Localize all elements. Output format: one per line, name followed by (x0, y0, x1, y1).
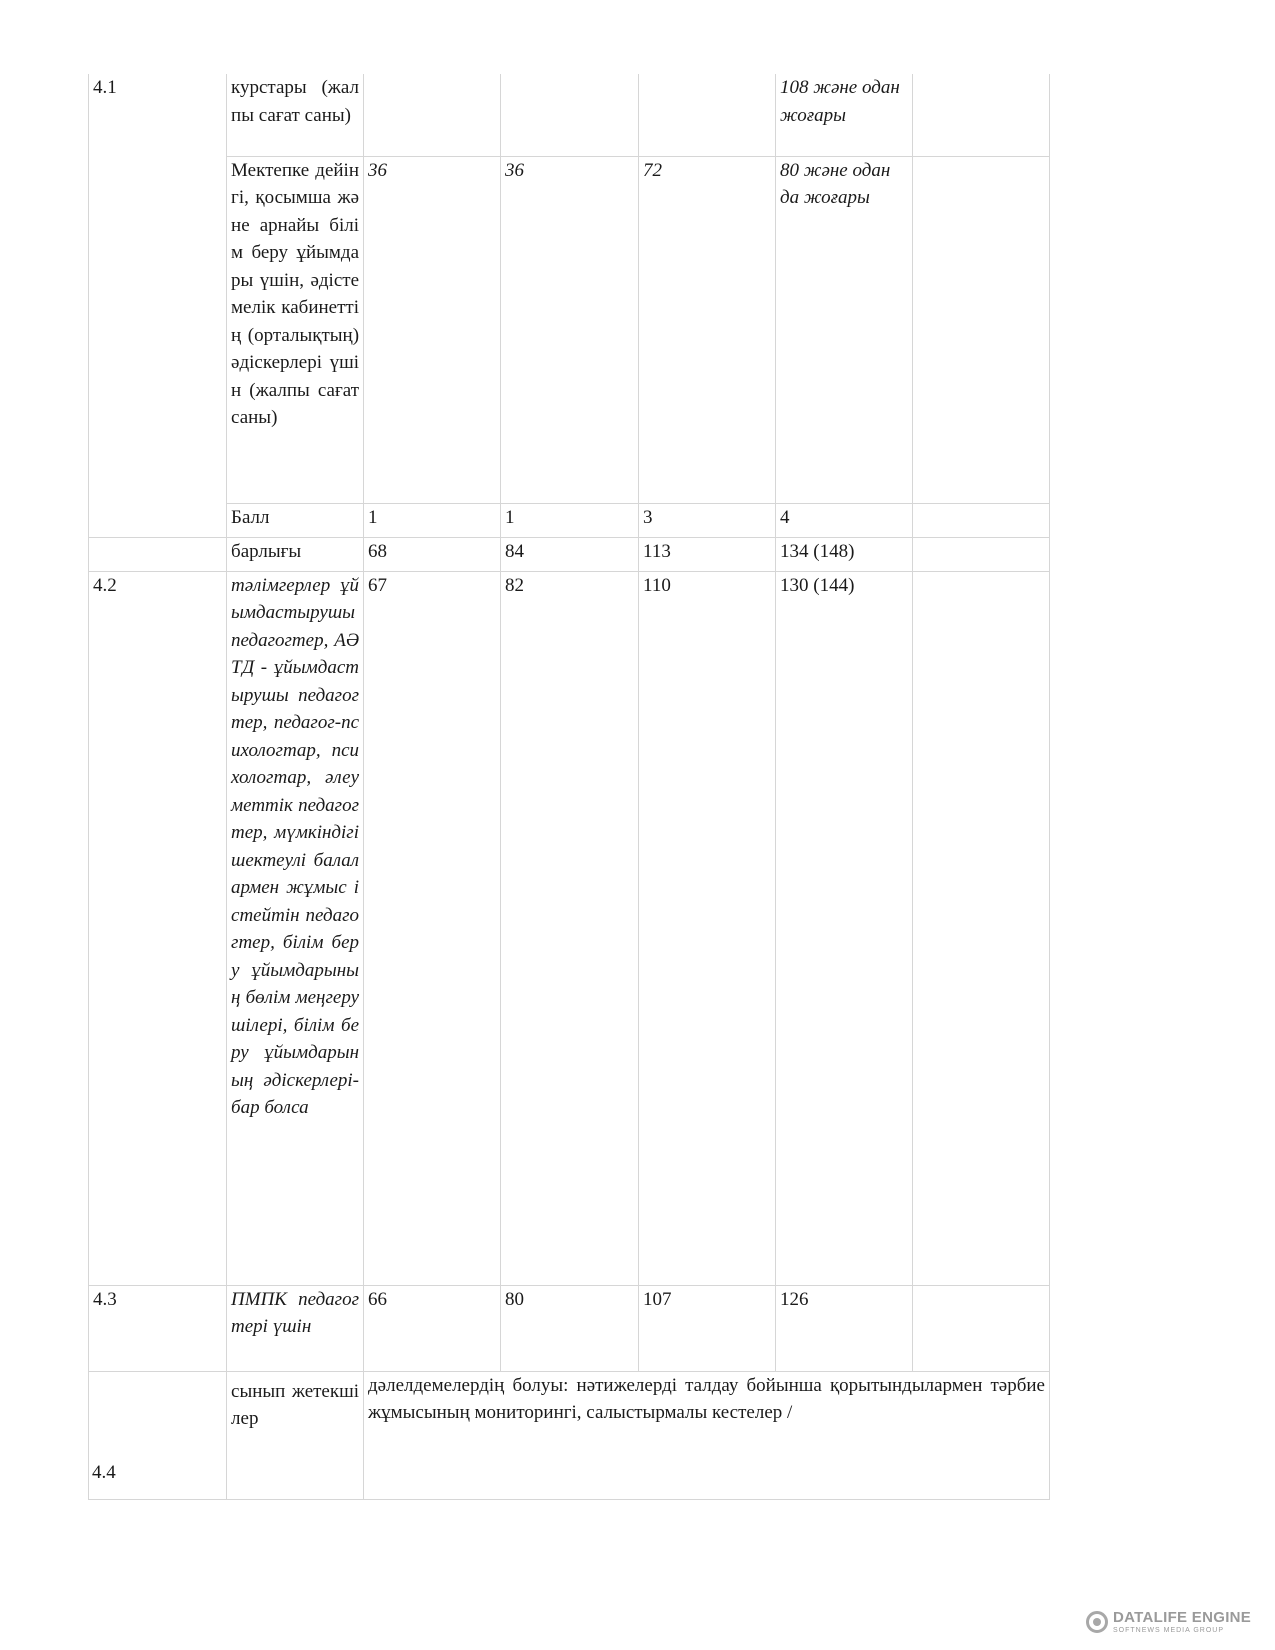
watermark-subtitle: SOFTNEWS MEDIA GROUP (1113, 1627, 1225, 1634)
row-number-4-1: 4.1 (89, 74, 227, 537)
table-row (89, 156, 1050, 503)
cell: 36 (501, 156, 639, 503)
cell: 80 және одан да жоғары (776, 156, 913, 503)
datalife-engine-watermark (1086, 1610, 1251, 1634)
cell: 84 (501, 537, 639, 571)
cell: 72 (639, 156, 776, 503)
cell: 67 (364, 571, 501, 1285)
row-label-mentors: тәлімгерлер ұйымдастырушы педагогтер, АӘТД - ұйымдастырушы педагогтер, педагог-психологтар, психологтар, әлеуметтік педагогтер, мүмкіндігі шектеулі балалармен жұмыс істейтін педагогтер, білім беру ұйымдарының бөлім меңгерушілері, білім беру ұйымдарының әдіскерлері-бар болса (227, 571, 364, 1285)
evidence-text: дәлелдемелердің болуы: нәтижелерді талдау бойынша қорытындылармен тәрбие жұмысының мониторингі, салыстырмалы кестелер / (364, 1371, 1050, 1499)
eye-logo-icon (1086, 1611, 1108, 1633)
cell: 68 (364, 537, 501, 571)
cell (913, 74, 1050, 156)
row-label-preschool: Мектепке дейінгі, қосымша және арнайы білім беру ұйымдары үшін, әдістемелік кабинеттің (орталықтың) әдіскерлері үшін (жалпы сағат саны) (227, 156, 364, 503)
cell (913, 503, 1050, 537)
cell (364, 74, 501, 156)
row-number-4-2: 4.2 (89, 571, 227, 1285)
cell (913, 537, 1050, 571)
cell: 113 (639, 537, 776, 571)
cell: 110 (639, 571, 776, 1285)
cell: 4 (776, 503, 913, 537)
cell: 134 (148) (776, 537, 913, 571)
cell: 126 (776, 1285, 913, 1371)
cell: 66 (364, 1285, 501, 1371)
cell: 80 (501, 1285, 639, 1371)
row-label-class-teachers: сынып жетекшілер (227, 1371, 364, 1499)
table-row (89, 503, 1050, 537)
cell (913, 1285, 1050, 1371)
row-number-4-4: 4.4 (89, 1371, 227, 1499)
table-row (89, 1371, 1050, 1499)
row-label-ball: Балл (227, 503, 364, 537)
criteria-table (88, 74, 1050, 1500)
table-row (89, 1285, 1050, 1371)
cell: 36 (364, 156, 501, 503)
row-label-courses: курстары (жалпы сағат саны) (227, 74, 364, 156)
cell: 3 (639, 503, 776, 537)
cell (913, 156, 1050, 503)
cell (913, 571, 1050, 1285)
row-label-pmpk: ПМПК педагогтері үшін (227, 1285, 364, 1371)
table-row (89, 537, 1050, 571)
cell: 108 және одан жоғары (776, 74, 913, 156)
cell (89, 537, 227, 571)
cell: 1 (501, 503, 639, 537)
cell: 1 (364, 503, 501, 537)
table-row (89, 74, 1050, 156)
row-number-4-3: 4.3 (89, 1285, 227, 1371)
table-row (89, 571, 1050, 1285)
cell: 107 (639, 1285, 776, 1371)
cell: 82 (501, 571, 639, 1285)
cell (501, 74, 639, 156)
cell (639, 74, 776, 156)
row-label-total: барлығы (227, 537, 364, 571)
cell: 130 (144) (776, 571, 913, 1285)
watermark-title: DATALIFE ENGINE (1113, 1609, 1252, 1626)
